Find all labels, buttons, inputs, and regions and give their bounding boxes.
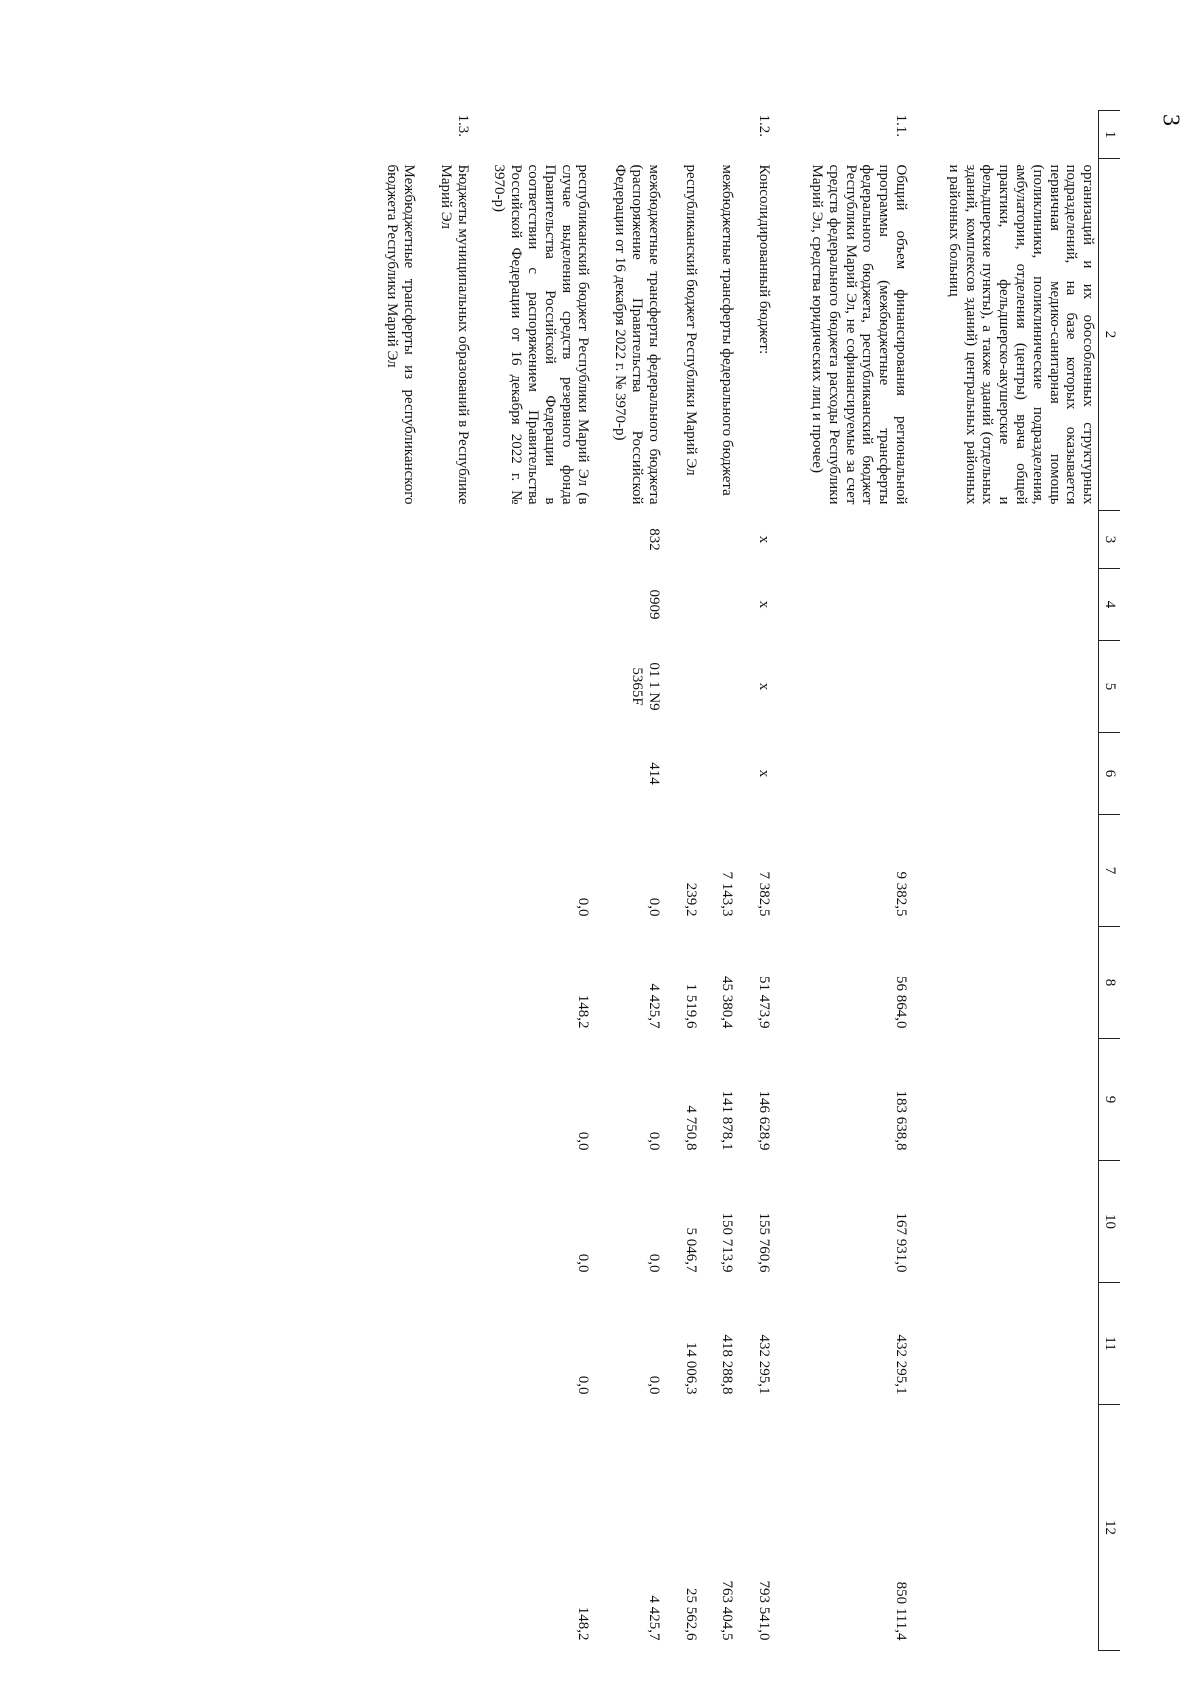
cell-col12: 763 404,5 xyxy=(719,1580,736,1641)
cell-col3 xyxy=(366,511,420,569)
cell-col4: x xyxy=(756,600,773,609)
cell-col7: 0,0 xyxy=(575,897,592,917)
cell-col6 xyxy=(774,733,911,815)
cell-col10 xyxy=(911,1161,1099,1283)
cell-col5 xyxy=(473,641,594,733)
cell-col6 xyxy=(419,733,473,815)
cell-col3: 832 xyxy=(645,528,662,551)
cell-col5 xyxy=(419,641,473,733)
cell-col12: 4 425,7 xyxy=(645,1595,662,1641)
page-number: 3 xyxy=(1157,114,1184,126)
cell-col10: 150 713,9 xyxy=(719,1212,736,1273)
cell-col7: 9 382,5 xyxy=(893,871,910,917)
row-description: республиканский бюджет Республики Марий Эл xyxy=(682,164,699,476)
table-row xyxy=(664,111,701,1651)
table-body xyxy=(366,111,1099,1651)
row-number xyxy=(366,111,420,159)
cell-col3 xyxy=(774,511,911,569)
row-description: межбюджетные трансферты федерального бюджета xyxy=(719,164,736,496)
cell-col8 xyxy=(419,927,473,1039)
cell-col7 xyxy=(419,815,473,927)
cell-col3 xyxy=(701,511,738,569)
cell-col12 xyxy=(911,1405,1099,1651)
row-number xyxy=(911,111,1099,159)
row-number: 1.2. xyxy=(756,114,773,137)
cell-col10: 5 046,7 xyxy=(682,1227,699,1273)
cell-col8 xyxy=(911,927,1099,1039)
table-row xyxy=(774,111,911,1651)
cell-col3 xyxy=(664,511,701,569)
row-description: Общий объем финансирования региональной программы (межбюджетные трансферты федерального бюджета, республиканский бюджет Республики Марий Эл, не софинансируемые за счет средств федерального бюджета расходы Республики Марий Эл, средства юридических лиц и прочее) xyxy=(809,164,910,505)
cell-col11 xyxy=(419,1283,473,1405)
cell-col6 xyxy=(911,733,1099,815)
cell-col9: 4 750,8 xyxy=(682,1105,699,1151)
cell-col4 xyxy=(419,569,473,641)
col-header: 6 xyxy=(1099,733,1120,815)
cell-col9: 0,0 xyxy=(645,1131,662,1151)
cell-col11 xyxy=(366,1283,420,1405)
cell-col4 xyxy=(664,569,701,641)
cell-col6: x xyxy=(756,769,773,778)
cell-col10 xyxy=(419,1161,473,1283)
cell-col5 xyxy=(774,641,911,733)
row-description: Бюджеты муниципальных образований в Республике Марий Эл xyxy=(437,164,471,505)
cell-col11: 432 295,1 xyxy=(756,1334,773,1395)
cell-col11: 432 295,1 xyxy=(893,1334,910,1395)
row-number: 1.1. xyxy=(893,114,910,137)
cell-col5 xyxy=(911,641,1099,733)
table-row xyxy=(701,111,738,1651)
cell-col9: 141 878,1 xyxy=(719,1090,736,1151)
cell-col7: 7 382,5 xyxy=(756,871,773,917)
cell-col8: 4 425,7 xyxy=(645,983,662,1029)
cell-col9: 183 638,8 xyxy=(893,1090,910,1151)
cell-col8: 148,2 xyxy=(575,994,592,1029)
cell-col6 xyxy=(664,733,701,815)
row-description: Консолидированный бюджет: xyxy=(756,164,773,355)
cell-col4: 0909 xyxy=(645,589,662,620)
col-header: 4 xyxy=(1099,569,1120,641)
col-header: 7 xyxy=(1099,815,1120,927)
cell-col8: 45 380,4 xyxy=(719,976,736,1029)
col-header: 3 xyxy=(1099,511,1120,569)
cell-col5: 01 1 N9 5365F xyxy=(629,662,662,711)
col-header: 11 xyxy=(1099,1283,1120,1405)
col-header: 2 xyxy=(1099,159,1120,511)
cell-col3 xyxy=(911,511,1099,569)
cell-col3 xyxy=(473,511,594,569)
col-header: 10 xyxy=(1099,1161,1120,1283)
cell-col12: 148,2 xyxy=(575,1606,592,1641)
cell-col8: 1 519,6 xyxy=(682,983,699,1029)
row-description: Межбюджетные трансферты из республиканского бюджета Республики Марий Эл xyxy=(384,164,418,505)
cell-col12 xyxy=(419,1405,473,1651)
cell-col11 xyxy=(911,1283,1099,1405)
cell-col4 xyxy=(911,569,1099,641)
col-header: 1 xyxy=(1099,111,1120,159)
cell-col3: x xyxy=(756,535,773,544)
cell-col11: 14 006,3 xyxy=(682,1342,699,1395)
col-header: 12 xyxy=(1099,1405,1120,1651)
table-row xyxy=(737,111,774,1651)
cell-col12: 25 562,6 xyxy=(682,1588,699,1641)
table-row xyxy=(911,111,1099,1651)
cell-col8 xyxy=(366,927,420,1039)
rotated-table-container xyxy=(170,110,1120,1650)
cell-col5 xyxy=(664,641,701,733)
cell-col9 xyxy=(419,1039,473,1161)
col-header: 9 xyxy=(1099,1039,1120,1161)
cell-col12: 850 111,4 xyxy=(893,1581,910,1641)
cell-col12 xyxy=(366,1405,420,1651)
cell-col4 xyxy=(701,569,738,641)
row-number xyxy=(701,111,738,159)
cell-col11: 0,0 xyxy=(575,1375,592,1395)
cell-col6 xyxy=(473,733,594,815)
cell-col7: 0,0 xyxy=(645,897,662,917)
cell-col10: 0,0 xyxy=(645,1253,662,1273)
row-description: межбюджетные трансферты федерального бюджета (распоряжение Правительства Российской Федерации от 16 декабря 2022 г. № 3970-р) xyxy=(612,164,662,505)
cell-col12: 793 541,0 xyxy=(756,1580,773,1641)
row-number: 1.3. xyxy=(454,114,471,137)
table-row xyxy=(593,111,663,1651)
cell-col4 xyxy=(473,569,594,641)
row-description: организаций и их обособленных структурных подразделений, на базе которых оказывается первичная медико-санитарная помощь (поликлиники, поликлинические подразделения, амбулатории, отделения (центры) врача общей практики, фельдшерско-акушерские и фельдшерские пункты), а также зданий (отдельных зданий, комплексов зданий) центральных районных и районных больниц xyxy=(945,164,1097,505)
cell-col9 xyxy=(366,1039,420,1161)
cell-col9: 146 628,9 xyxy=(756,1090,773,1151)
header-row xyxy=(1099,111,1120,1651)
cell-col9: 0,0 xyxy=(575,1131,592,1151)
cell-col10: 155 760,6 xyxy=(756,1212,773,1273)
table-row xyxy=(473,111,594,1651)
row-number xyxy=(664,111,701,159)
cell-col8: 51 473,9 xyxy=(756,976,773,1029)
table-row xyxy=(366,111,420,1651)
col-header: 5 xyxy=(1099,641,1120,733)
cell-col11: 418 288,8 xyxy=(719,1334,736,1395)
cell-col7 xyxy=(911,815,1099,927)
cell-col4 xyxy=(366,569,420,641)
cell-col5 xyxy=(701,641,738,733)
cell-col11: 0,0 xyxy=(645,1375,662,1395)
table-row xyxy=(419,111,473,1651)
cell-col6 xyxy=(366,733,420,815)
cell-col10 xyxy=(366,1161,420,1283)
budget-table xyxy=(366,110,1121,1651)
row-number xyxy=(593,111,663,159)
cell-col3 xyxy=(419,511,473,569)
row-description: республиканский бюджет Республики Марий Эл (в случае выделения средств резервного фонда Правительства Российской Федерации в соответствии с распоряжением Правительства Российской Федерации от 16 декабря 2022 г. № 3970-р) xyxy=(491,164,592,505)
cell-col7: 239,2 xyxy=(682,882,699,917)
cell-col8: 56 864,0 xyxy=(893,976,910,1029)
cell-col4 xyxy=(774,569,911,641)
cell-col5: x xyxy=(756,682,773,691)
cell-col9 xyxy=(911,1039,1099,1161)
cell-col6 xyxy=(701,733,738,815)
cell-col7: 7 143,3 xyxy=(719,871,736,917)
row-number xyxy=(473,111,594,159)
cell-col10: 167 931,0 xyxy=(893,1212,910,1273)
cell-col7 xyxy=(366,815,420,927)
col-header: 8 xyxy=(1099,927,1120,1039)
cell-col5 xyxy=(366,641,420,733)
cell-col6: 414 xyxy=(645,762,662,785)
cell-col10: 0,0 xyxy=(575,1253,592,1273)
